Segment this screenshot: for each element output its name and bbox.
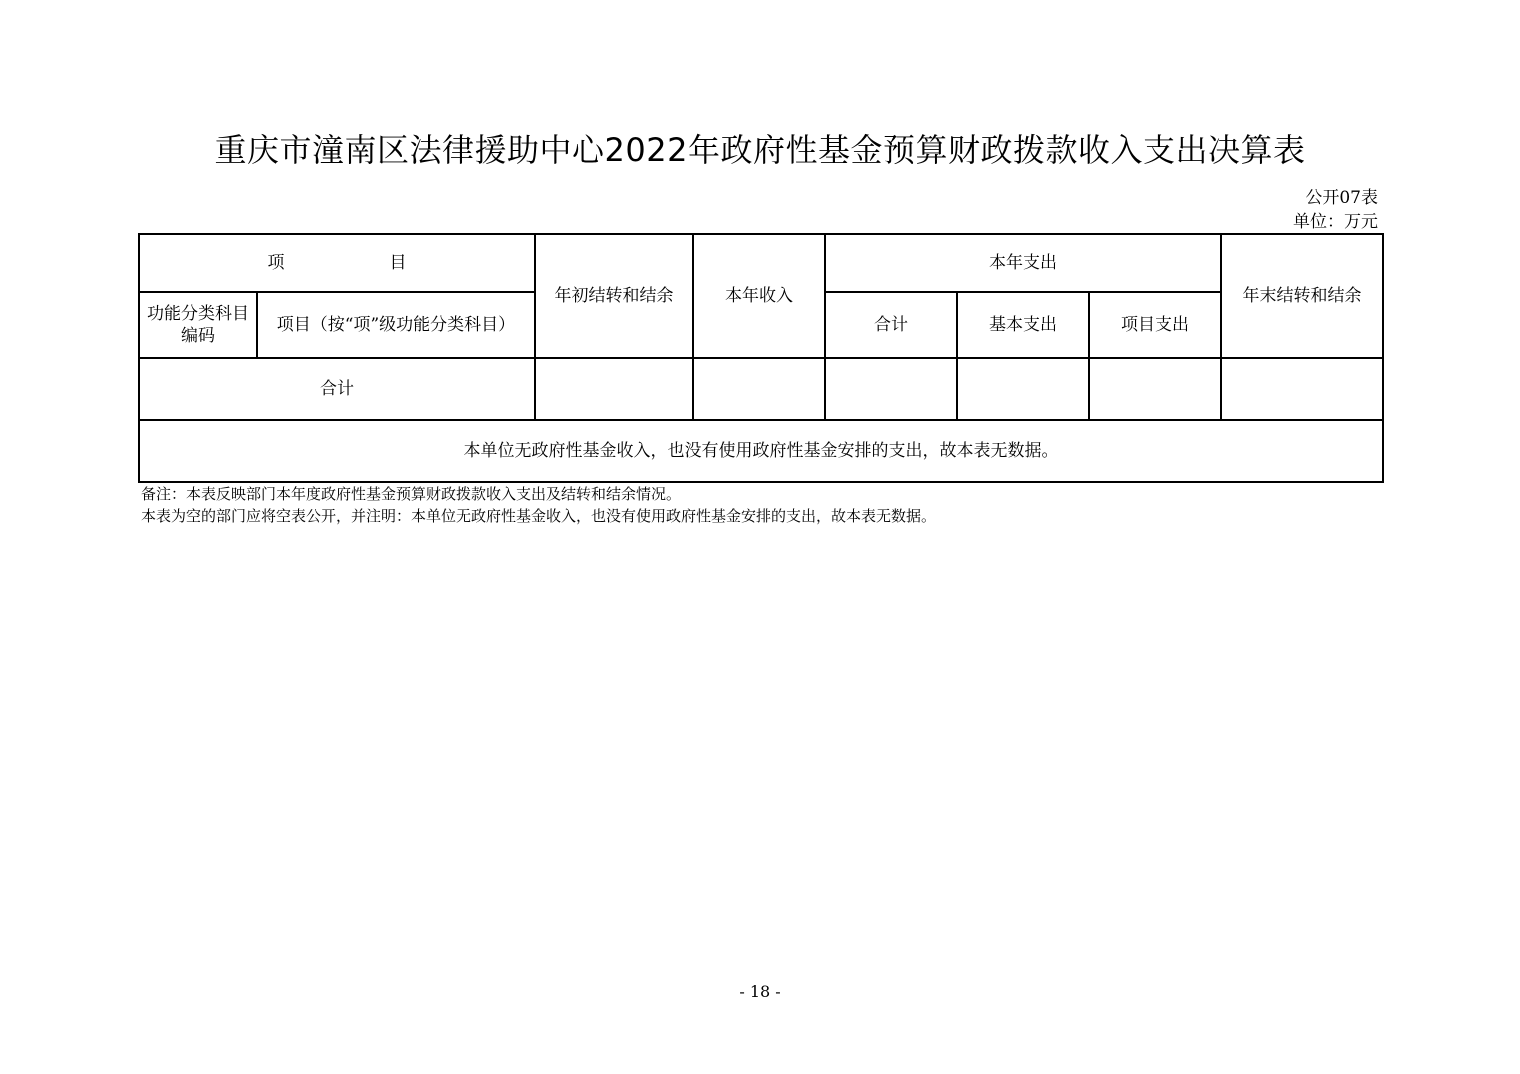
empty-table-message: 本单位无政府性基金收入，也没有使用政府性基金安排的支出，故本表无数据。 [139, 420, 1383, 482]
total-opening-balance [535, 358, 693, 420]
table-code: 公开07表 [1305, 188, 1378, 208]
header-item-right: 目 [389, 253, 407, 273]
header-opening-balance: 年初结转和结余 [535, 234, 693, 358]
total-closing-balance [1221, 358, 1383, 420]
header-func-code: 功能分类科目编码 [139, 292, 257, 358]
total-expense-basic [957, 358, 1089, 420]
page-title: 重庆市潼南区法律援助中心2022年政府性基金预算财政拨款收入支出决算表 [214, 131, 1306, 169]
footnote-empty-table: 本表为空的部门应将空表公开，并注明：本单位无政府性基金收入，也没有使用政府性基金安排的支出，故本表无数据。 [141, 507, 937, 525]
header-expense-project: 项目支出 [1089, 292, 1221, 358]
header-current-expense: 本年支出 [825, 234, 1221, 292]
header-closing-balance: 年末结转和结余 [1221, 234, 1383, 358]
header-expense-basic: 基本支出 [957, 292, 1089, 358]
total-label: 合计 [139, 358, 535, 420]
page-number: - 18 - [739, 982, 781, 1001]
unit-label: 单位：万元 [1293, 212, 1378, 232]
header-item-left: 项 [267, 253, 285, 273]
total-expense-project [1089, 358, 1221, 420]
header-current-income: 本年收入 [693, 234, 825, 358]
budget-table [138, 233, 1384, 483]
table-row-total [139, 358, 1383, 420]
header-item [139, 234, 535, 292]
total-expense-total [825, 358, 957, 420]
total-current-income [693, 358, 825, 420]
footnote-remark: 备注：本表反映部门本年度政府性基金预算财政拨款收入支出及结转和结余情况。 [141, 485, 682, 503]
header-item-name: 项目（按“项”级功能分类科目） [257, 292, 535, 358]
header-expense-total: 合计 [825, 292, 957, 358]
